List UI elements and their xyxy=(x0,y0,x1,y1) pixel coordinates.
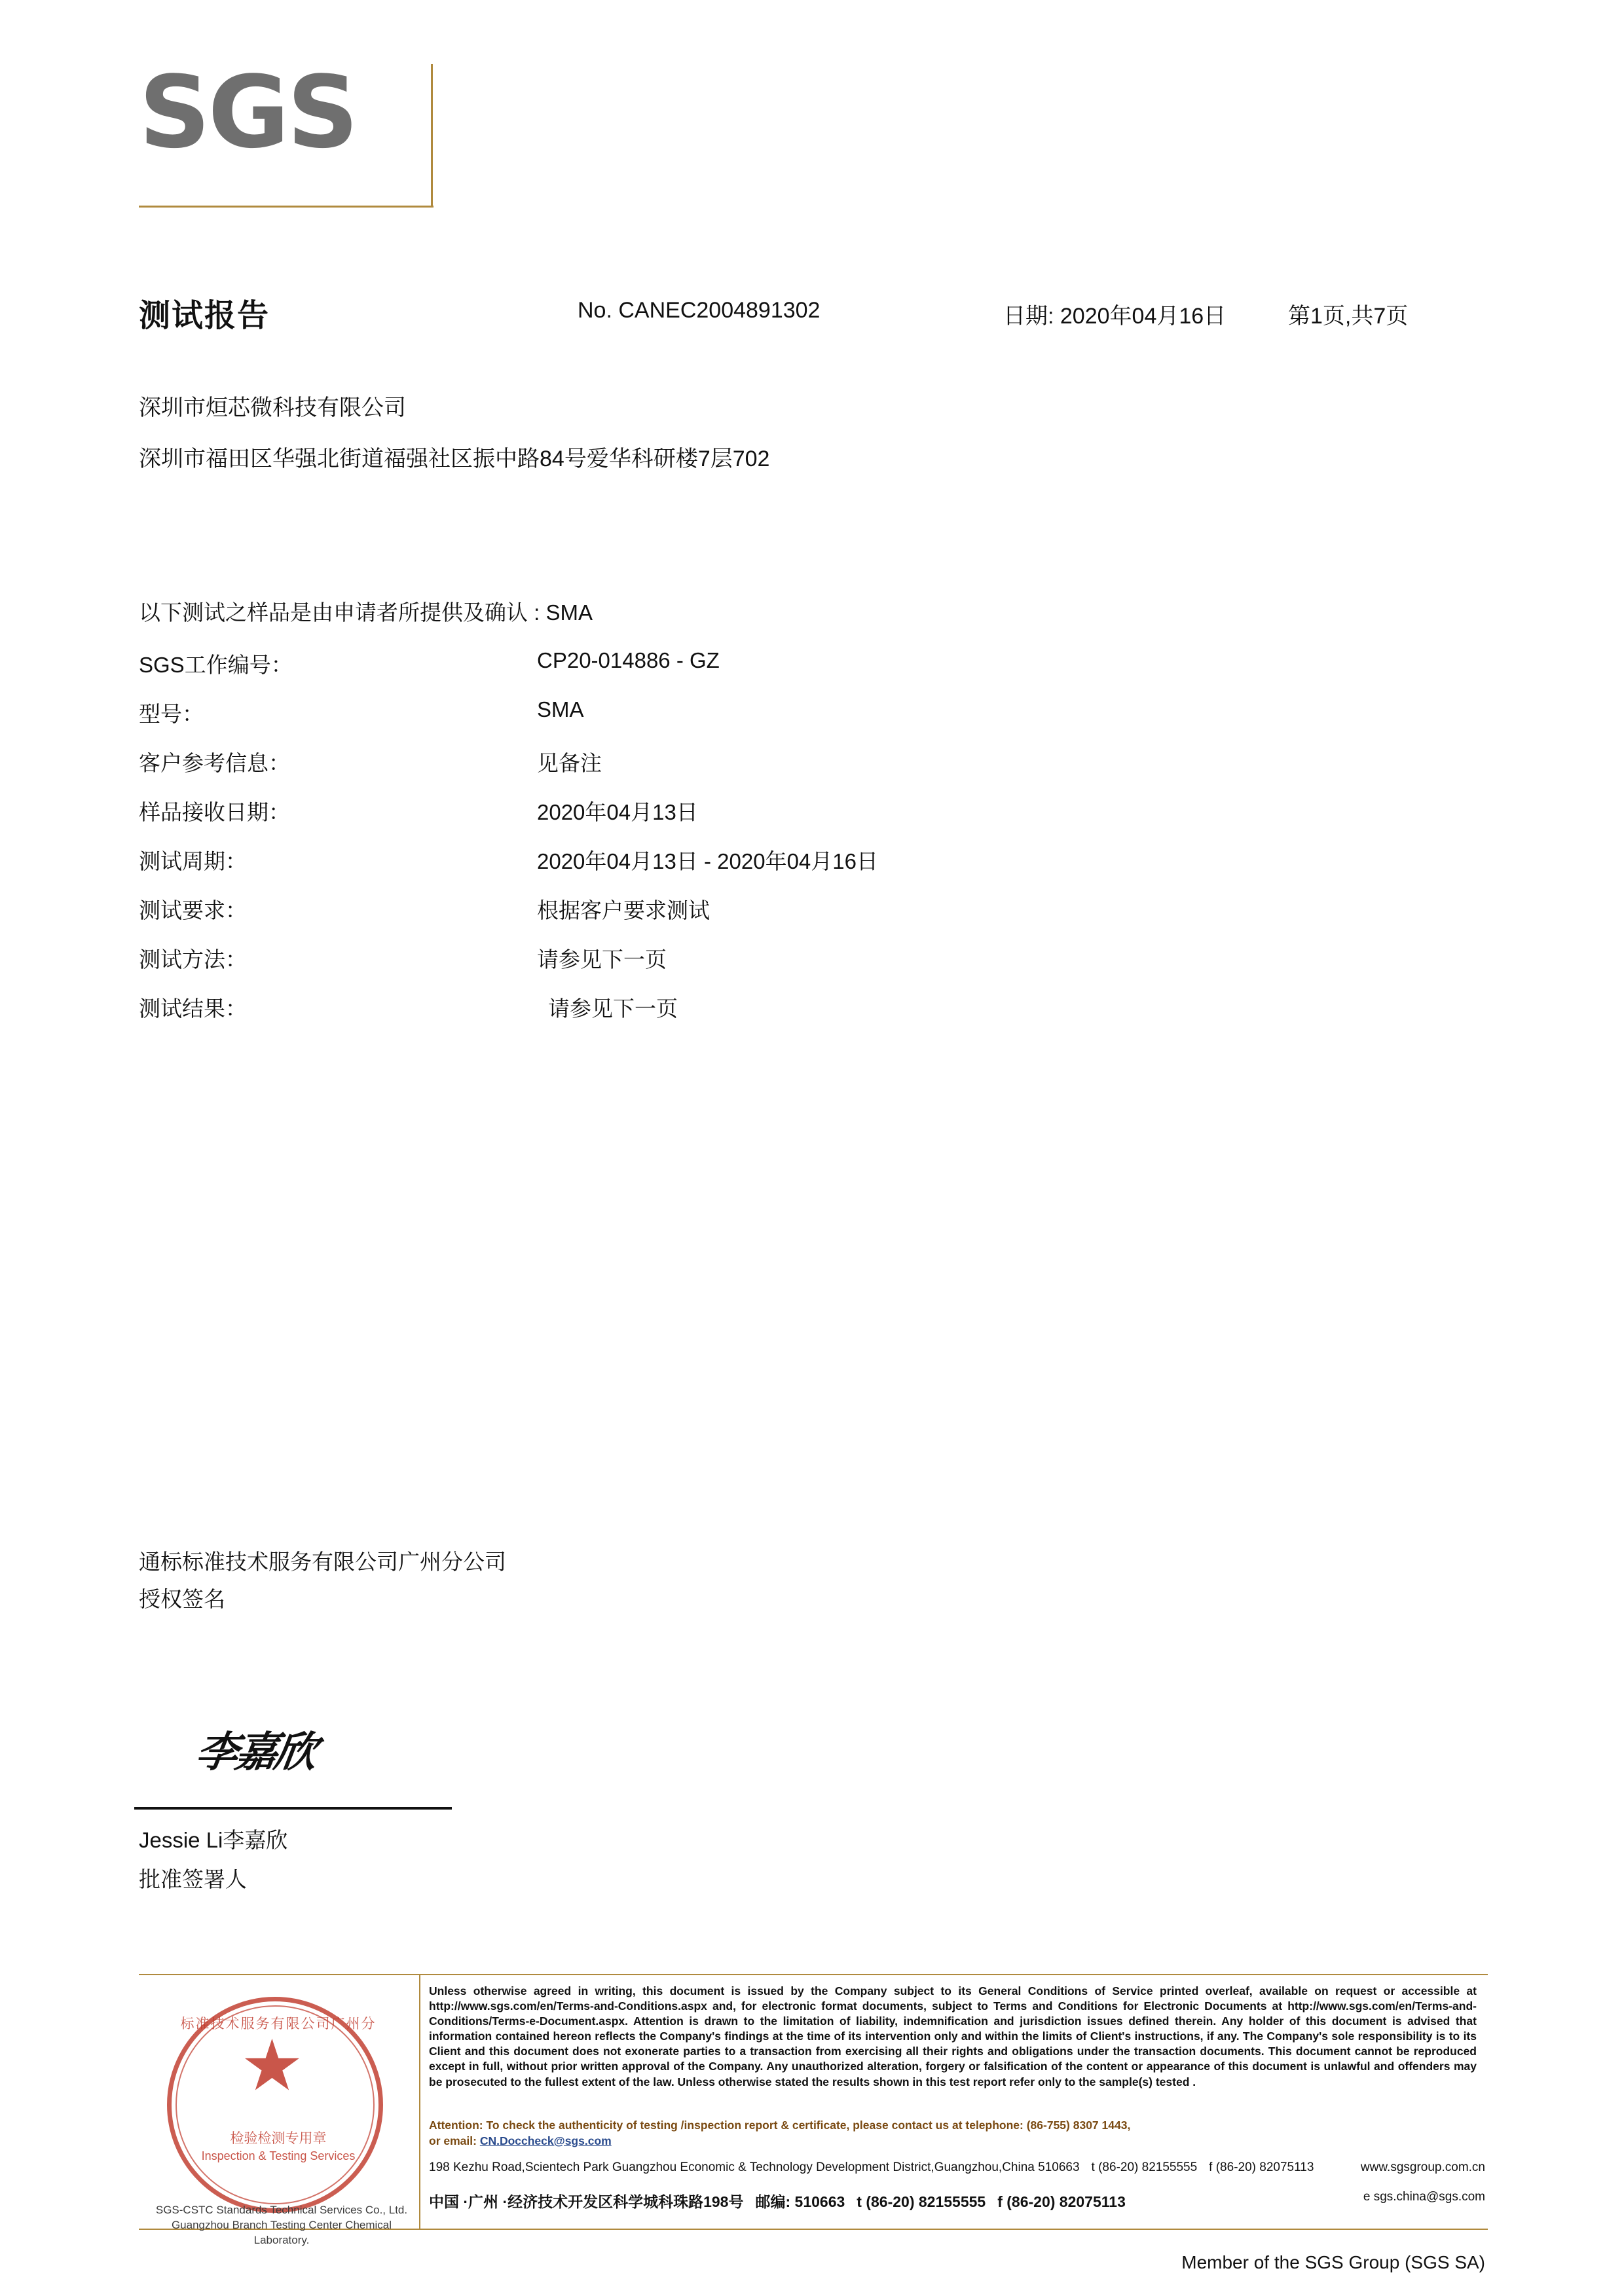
field-value: 请参见下一页 xyxy=(548,996,678,1021)
authorized-signature-label: 授权签名 xyxy=(139,1587,225,1611)
footer-email[interactable]: e sgs.china@sgs.com xyxy=(1363,2190,1485,2204)
footer-attention-line-2 xyxy=(429,2134,1477,2149)
sgs-logo xyxy=(139,54,466,227)
footer-tel-en: t (86-20) 82155555 xyxy=(1091,2160,1198,2174)
field-label: 测试周期： xyxy=(139,849,247,873)
field-value: SMA xyxy=(537,697,584,721)
footer-address-cn xyxy=(429,2190,1477,2212)
page-indicator: 第1页,共7页 xyxy=(1288,304,1409,329)
company-stamp: 标准技术服务有限公司广州分 ★ 检验检测专用章 Inspection & Testing Services SGS-CSTC Standards Technical Services Co., Ltd. Guangzhou Branch Testing Center Chemical Laboratory. xyxy=(157,1987,399,2229)
report-header-row xyxy=(139,298,1488,337)
footer-terms-text: Unless otherwise agreed in writing, this document is issued by the Company subject to its General Conditions of Service printed overleaf, available on request or accessible at http://www.sgs.com/en/Terms-and-Conditions.aspx and, for electronic format documents, subject to Terms and Conditions for Electronic Documents at http://www.sgs.com/en/Terms-and-Conditions/Terms-e-Document.aspx. Attention is drawn to the limitation of liability, indemnification and jurisdiction issues defined therein. Any holder of this document is advised that information contained hereon reflects the Company's findings at the time of its intervention only and within the limits of Client's instructions, if any. The Company's sole responsibility is to its Client and this document does not exonerate parties to a transaction from exercising all their rights and obligations under the transaction documents. This document cannot be reproduced except in full, without prior written approval of the Company. Any unauthorized alteration, forgery or falsification of the content or appearance of this document is unlawful and offenders may be prosecuted to the fullest extent of the law. Unless otherwise stated the results shown in this test report refer only to the sample(s) tested . xyxy=(429,1984,1477,2088)
field-value: 2020年04月13日 - 2020年04月16日 xyxy=(537,849,878,873)
footer-postcode-cn: 邮编: 510663 xyxy=(755,2193,845,2210)
page-title: 测试报告 xyxy=(139,299,270,333)
signer-role: 批准签署人 xyxy=(139,1867,247,1891)
footer-address-en xyxy=(429,2160,1477,2175)
sample-statement: 以下测试之样品是由申请者所提供及确认 : SMA xyxy=(139,600,593,625)
logo-text: SGS xyxy=(139,54,356,170)
footer-tel-cn: t (86-20) 82155555 xyxy=(857,2193,986,2210)
handwritten-signature: 李嘉欣 xyxy=(193,1728,318,1777)
field-label: 测试要求： xyxy=(139,898,247,922)
logo-horizontal-rule xyxy=(139,206,434,208)
field-row xyxy=(139,845,1318,894)
logo-box xyxy=(139,54,432,207)
footer-attention-line-1: Attention: To check the authenticity of testing /inspection report & certificate, please contact us at telephone: (86-755) 8307 1443, xyxy=(429,2119,1131,2132)
stamp-footer-line-1: SGS-CSTC Standards Technical Services Co., Ltd. xyxy=(155,2204,408,2216)
field-row xyxy=(139,697,1318,746)
stamp-middle-text: 检验检测专用章 xyxy=(230,2131,327,2146)
field-label: 测试方法： xyxy=(139,947,247,972)
field-row xyxy=(139,992,1318,1041)
signing-company: 通标标准技术服务有限公司广州分公司 xyxy=(139,1550,506,1574)
footer-website[interactable]: www.sgsgroup.com.cn xyxy=(1360,2160,1485,2174)
field-row xyxy=(139,648,1318,697)
field-label: 测试结果： xyxy=(139,996,247,1021)
field-row xyxy=(139,746,1318,795)
field-value: 根据客户要求测试 xyxy=(537,898,710,922)
footer-fax-cn: f (86-20) 82075113 xyxy=(997,2193,1126,2210)
doccheck-email-link[interactable]: CN.Doccheck@sgs.com xyxy=(479,2134,612,2147)
client-address: 深圳市福田区华强北街道福强社区振中路84号爱华科研楼7层702 xyxy=(139,446,770,471)
client-name: 深圳市烜芯微科技有限公司 xyxy=(139,395,406,420)
footer-attention-text xyxy=(429,2118,1477,2149)
stamp-middle-text-en: Inspection & Testing Services xyxy=(201,2149,356,2162)
field-label: 型号： xyxy=(139,702,204,726)
field-row xyxy=(139,943,1318,992)
field-label: 样品接收日期： xyxy=(139,800,290,824)
footer-address-en-text: 198 Kezhu Road,Scientech Park Guangzhou Economic & Technology Development District,Guangzhou,China 510663 xyxy=(429,2160,1080,2174)
field-value: CP20-014886 - GZ xyxy=(537,648,720,672)
report-fields xyxy=(139,648,1318,1041)
member-of-group-text: Member of the SGS Group (SGS SA) xyxy=(1181,2252,1485,2272)
footer-top-rule xyxy=(139,1974,1488,1975)
stamp-footer-text xyxy=(144,2203,419,2248)
stamp-top-text: 标准技术服务有限公司广州分 xyxy=(180,2016,377,2032)
field-row xyxy=(139,894,1318,943)
field-value: 见备注 xyxy=(537,751,602,775)
field-label: SGS工作编号： xyxy=(139,653,293,677)
footer-fax-en: f (86-20) 82075113 xyxy=(1209,2160,1314,2174)
report-date: 日期: 2020年04月16日 xyxy=(1003,304,1227,329)
logo-vertical-rule xyxy=(431,64,433,206)
field-label: 客户参考信息： xyxy=(139,751,290,775)
field-value: 2020年04月13日 xyxy=(537,800,698,824)
footer-attention-prefix: or email: xyxy=(429,2134,480,2147)
signer-name: Jessie Li李嘉欣 xyxy=(139,1828,288,1852)
report-number: No. CANEC2004891302 xyxy=(578,298,821,323)
footer-address-cn-text: 中国 ·广州 ·经济技术开发区科学城科珠路198号 xyxy=(429,2193,744,2210)
footer-divider-rule xyxy=(419,1974,420,2229)
signature-rule xyxy=(134,1807,452,1810)
stamp-footer-line-2: Guangzhou Branch Testing Center Chemical Laboratory. xyxy=(171,2218,392,2246)
field-value: 请参见下一页 xyxy=(537,947,667,972)
field-row xyxy=(139,795,1318,845)
